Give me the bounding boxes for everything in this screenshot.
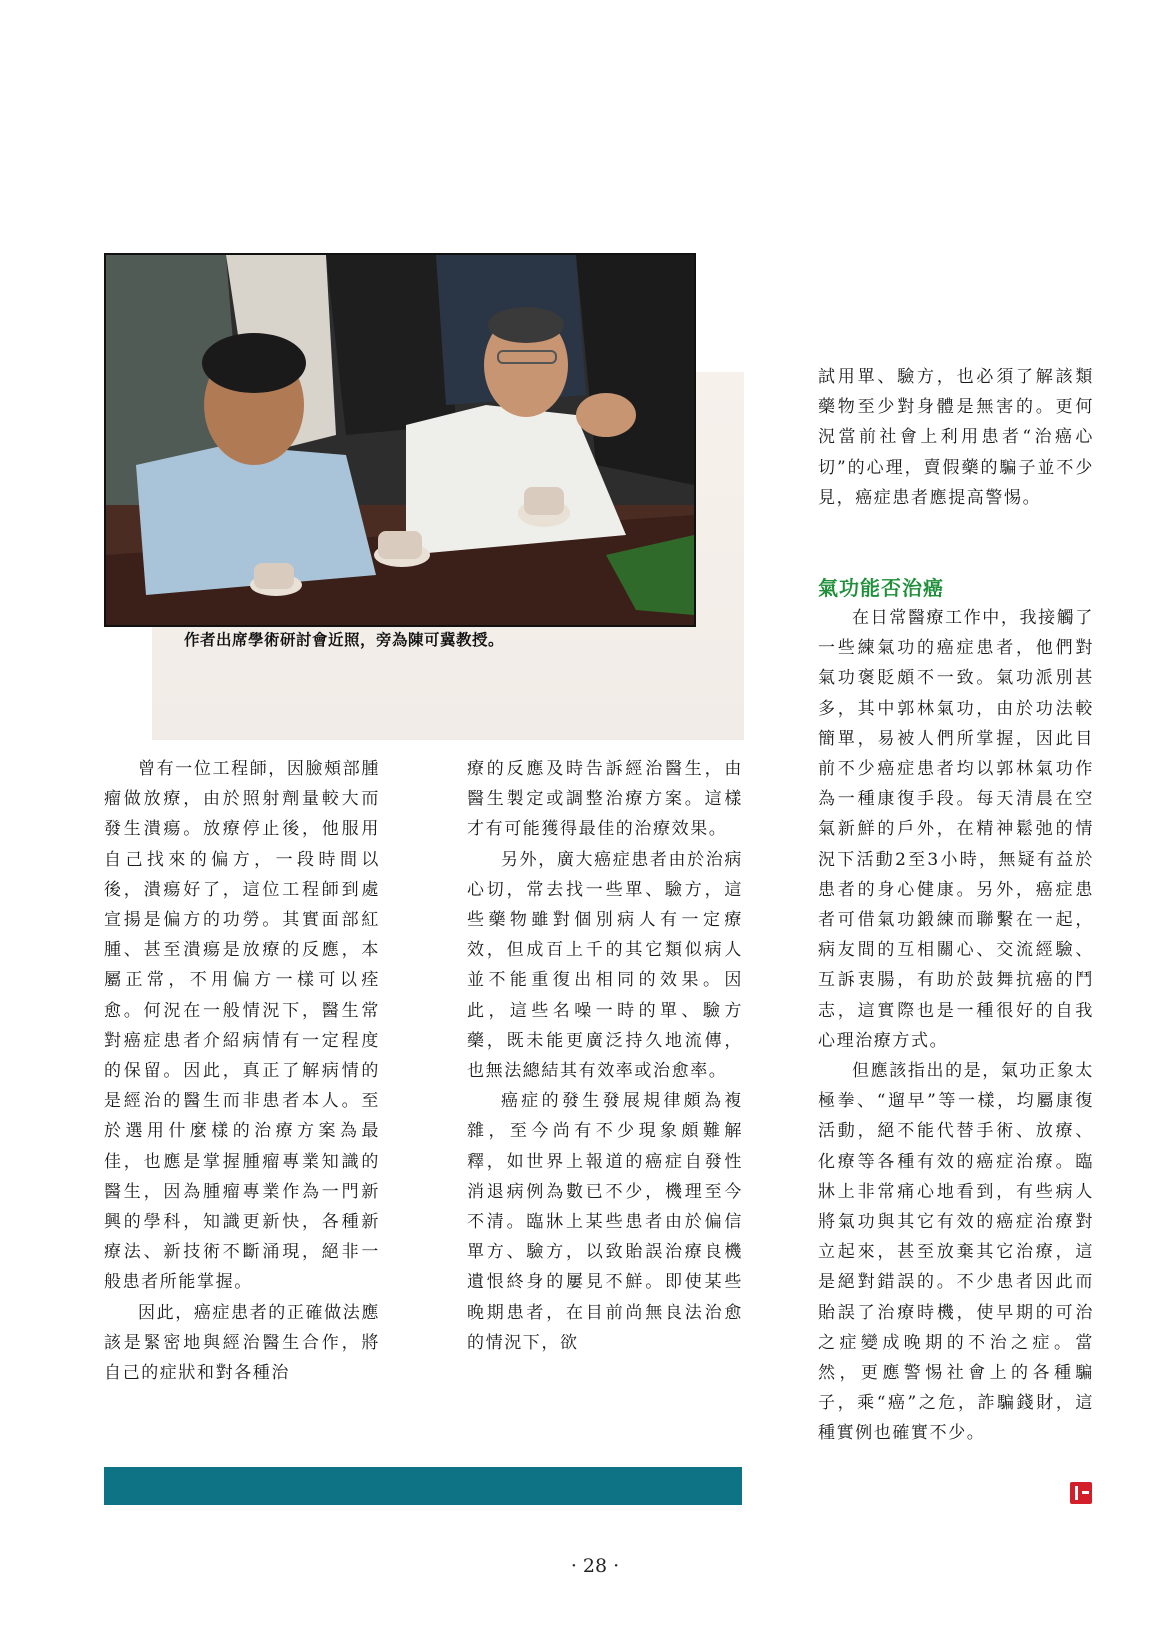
page-number: · 28 · [570,1555,620,1577]
decorative-teal-bar [104,1467,742,1505]
article-column-2 [467,754,743,1358]
end-mark-seal-icon [1070,1482,1092,1504]
paragraph-continued: 療的反應及時告訴經治醫生，由醫生製定或調整治療方案。這樣才有可能獲得最佳的治療效果。 [467,759,743,840]
paragraph: 另外，廣大癌症患者由於治病心切，常去找一些單、驗方，這些藥物雖對個別病人有一定療效，但成百上千的其它類似病人並不能重復出相同的效果。因此，這些名噪一時的單、驗方藥，既未能更廣泛持久地流傳，也無法總結其有效率或治愈率。 [467,849,743,1082]
paragraph-continued: 試用單、驗方，也必須了解該類藥物至少對身體是無害的。更何況當前社會上利用患者“治癌心切”的心理，賣假藥的騙子並不少見，癌症患者應提高警惕。 [818,367,1094,508]
paragraph: 曾有一位工程師，因臉頰部腫瘤做放療，由於照射劑量較大而發生潰瘍。放療停止後，他服用自己找來的偏方，一段時間以後，潰瘍好了，這位工程師到處宣揚是偏方的功勞。其實面部紅腫、甚至潰瘍是放療的反應，本屬正常，不用偏方一樣可以痊愈。何況在一般情況下，醫生常對癌症患者介紹病情有一定程度的保留。因此，真正了解病情的是經治的醫生而非患者本人。至於選用什麼樣的治療方案為最佳，也應是掌握腫瘤專業知識的醫生，因為腫瘤專業作為一門新興的學科，知識更新快，各種新療法、新技術不斷涌現，絕非一般患者所能掌握。 [104,759,380,1293]
article-column-1 [104,754,380,1388]
paragraph: 因此，癌症患者的正確做法應該是緊密地與經治醫生合作，將自己的症狀和對各種治 [104,1302,380,1384]
paragraph: 在日常醫療工作中，我接觸了一些練氣功的癌症患者，他們對氣功褒貶頗不一致。氣功派別甚多，其中郭林氣功，由於功法較簡單，易被人們所掌握，因此目前不少癌症患者均以郭林氣功作為一種康復手段。每天清晨在空氣新鮮的戶外，在精神鬆弛的情況下活動2至3小時，無疑有益於患者的身心健康。另外，癌症患者可借氣功鍛練而聯繫在一起，病友間的互相關心、交流經驗、互訴衷腸，有助於鼓舞抗癌的鬥志，這實際也是一種很好的自我心理治療方式。 [818,608,1094,1051]
paragraph: 癌症的發生發展規律頗為複雜，至今尚有不少現象頗難解釋，如世界上報道的癌症自發性消退病例為數已不少，機理至今不清。臨牀上某些患者由於偏信單方、驗方，以致貽誤治療良機遺恨終身的屢見不鮮。即使某些晚期患者，在目前尚無良法治愈的情況下，欲 [467,1091,743,1353]
paragraph: 但應該指出的是，氣功正象太極拳、“遛早”等一樣，均屬康復活動，絕不能代替手術、放療、化療等各種有效的癌症治療。臨牀上非常痛心地看到，有些病人將氣功與其它有效的癌症治療對立起來，甚至放棄其它治療，這是絕對錯誤的。不少患者因此而貽誤了治療時機，使早期的可治之症變成晚期的不治之症。當然，更應警惕社會上的各種騙子，乘“癌”之危，詐騙錢財，這種實例也確實不少。 [818,1061,1094,1444]
section-heading: 氣功能否治癌 [818,576,944,600]
conference-photo [104,253,696,627]
photo-caption: 作者出席學術研討會近照，旁為陳可冀教授。 [184,631,505,649]
article-column-3 [818,603,1094,1449]
article-column-3-top [818,362,1094,513]
